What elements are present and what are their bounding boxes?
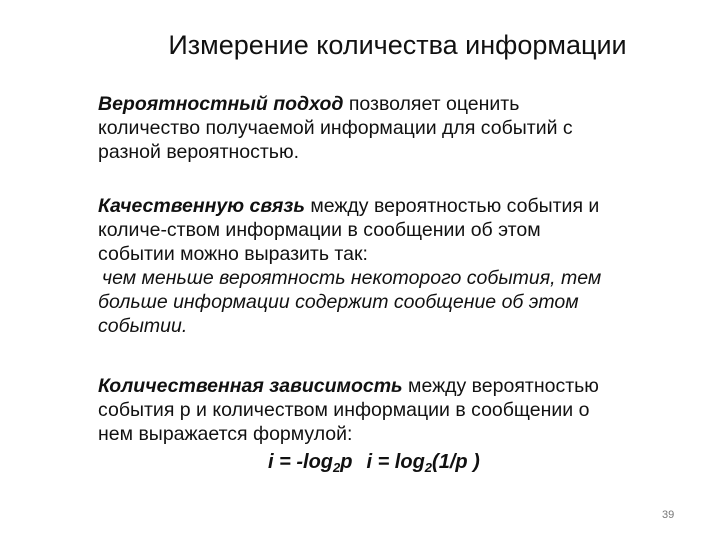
formula-2-subscript: 2: [424, 460, 433, 475]
p2-line-6: событии.: [98, 315, 188, 337]
page-number: 39: [662, 509, 675, 521]
formula-2-main: i = log: [366, 451, 425, 473]
formula-1-subscript: 2: [333, 460, 341, 475]
paragraph-probabilistic-approach: [98, 92, 673, 164]
p1-line-1-rest: позволяет оценить: [343, 93, 520, 115]
term-quantitative-dependence: Количественная зависимость: [98, 375, 403, 397]
term-probabilistic-approach: Вероятностный подход: [98, 93, 344, 115]
slide-title: Измерение количества информации: [168, 30, 627, 60]
p2-line-5: больше информации содержит сообщение об этом: [98, 291, 579, 313]
paragraph-qualitative-relation: [98, 194, 673, 338]
p1-line-2: количество получаемой информации для событий с: [98, 117, 573, 139]
term-qualitative-relation: Качественную связь: [98, 195, 305, 217]
p1-line-3: разной вероятностью.: [98, 141, 299, 163]
formula-log-reciprocal: [366, 451, 479, 473]
formula-negative-log: [268, 451, 352, 473]
p3-line-1-rest: между вероятностью: [402, 375, 599, 397]
p3-line-2: события p и количеством информации в сообщении о: [98, 399, 590, 421]
p2-line-3: событии можно выразить так:: [98, 243, 368, 265]
formula-1-variable: p: [340, 451, 353, 473]
p3-line-1: [98, 374, 673, 398]
p2-line-1: [98, 194, 673, 218]
paragraph-quantitative-dependence: [98, 374, 673, 446]
p2-line-2: количе-ством информации в сообщении об этом: [98, 219, 541, 241]
p2-line-1-rest: между вероятностью события и: [304, 195, 600, 217]
formula-1-main: i = -log: [268, 451, 333, 473]
p1-line-1: [98, 92, 673, 116]
p2-line-4: чем меньше вероятность некоторого события, тем: [102, 267, 602, 289]
p3-line-3: нем выражается формулой:: [98, 423, 353, 445]
formula-line: [268, 451, 480, 475]
formula-2-argument: (1/p ): [432, 451, 480, 473]
